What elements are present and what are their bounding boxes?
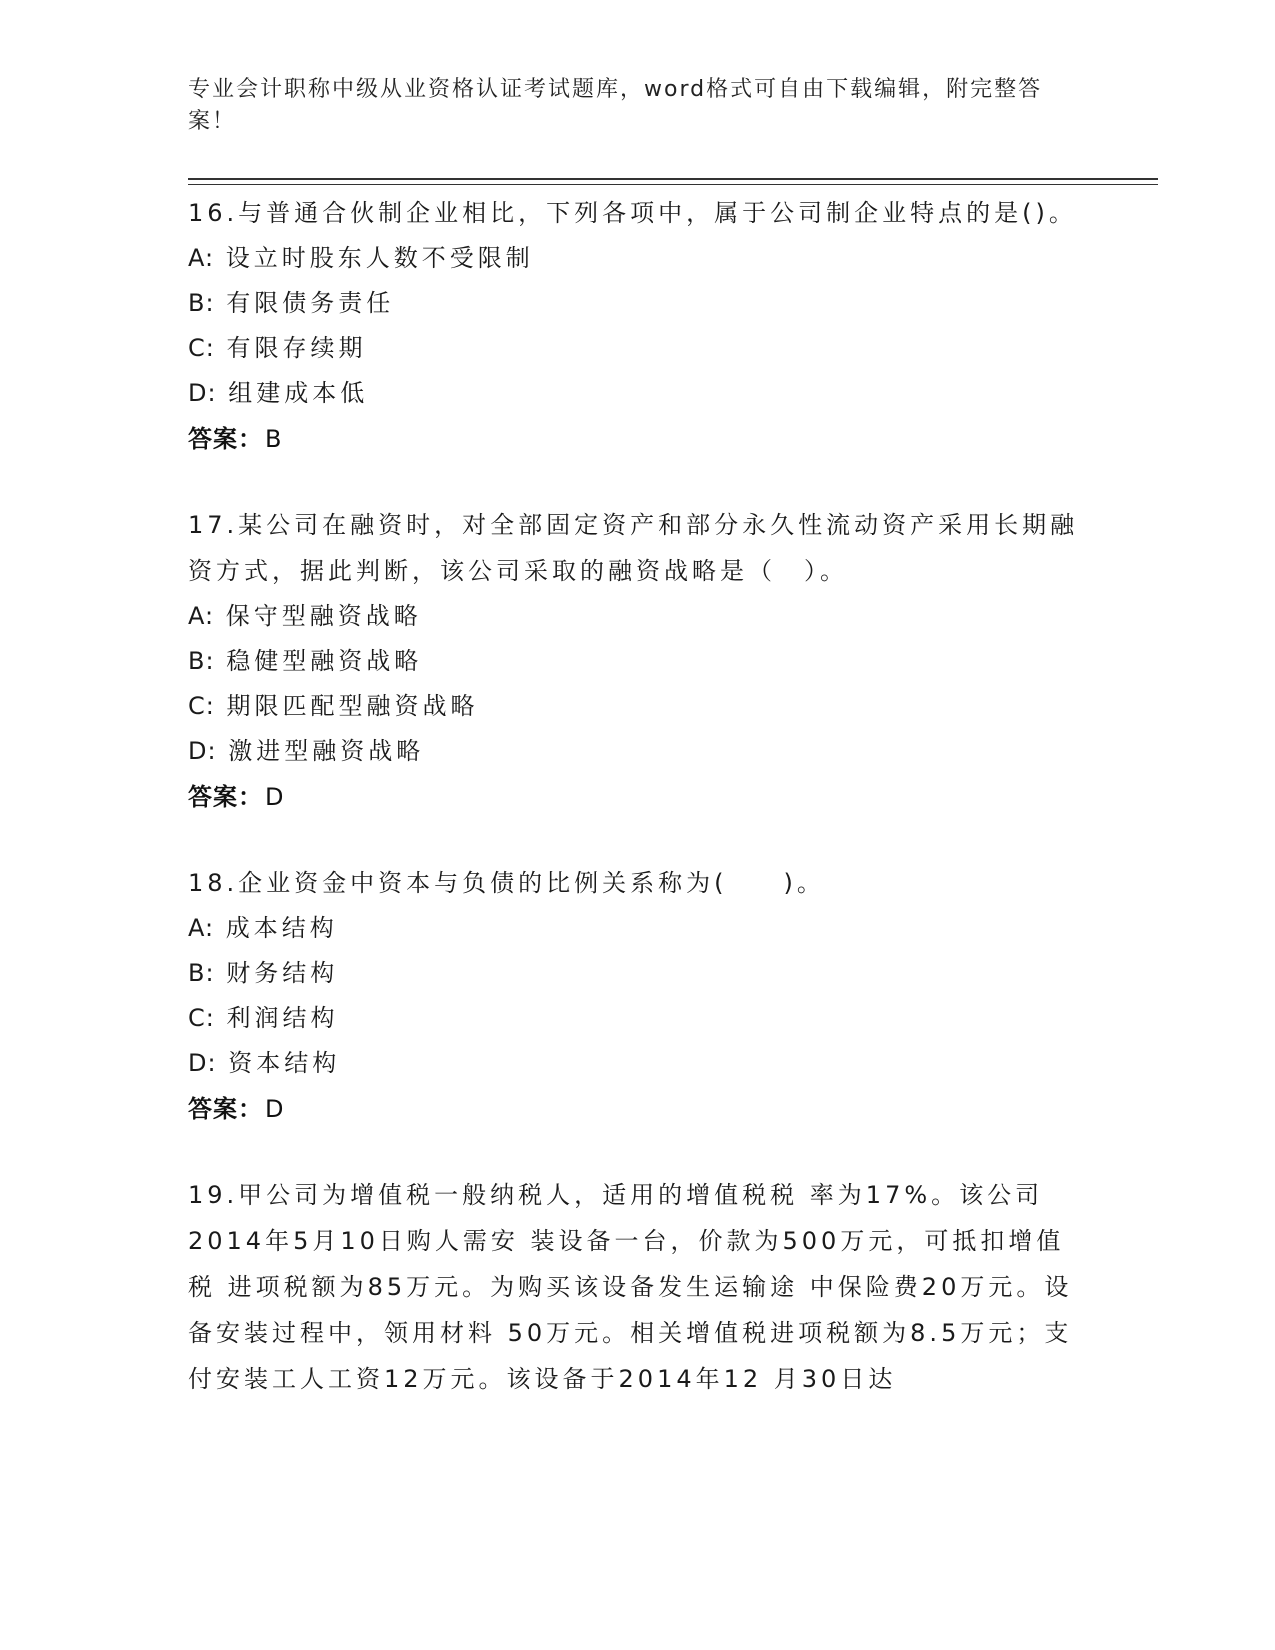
answer-value: D <box>265 1095 285 1123</box>
question-18 <box>188 860 1088 1132</box>
answer-value: D <box>265 783 285 811</box>
option-d <box>188 1041 1088 1086</box>
option-key: B: <box>188 647 215 675</box>
question-19 <box>188 1172 1088 1402</box>
option-key: C: <box>188 1004 215 1032</box>
question-16 <box>188 190 1088 462</box>
option-key: A: <box>188 914 215 942</box>
answer-value: B <box>265 425 283 453</box>
answer-line <box>188 774 1088 820</box>
option-text: 成本结构 <box>225 914 338 942</box>
option-key: C: <box>188 692 215 720</box>
question-17 <box>188 502 1088 820</box>
option-key: D: <box>188 1049 217 1077</box>
question-stem: 19.甲公司为增值税一般纳税人，适用的增值税税 率为17%。该公司2014年5月10日购人需安 装设备一台，价款为500万元，可抵扣增值税 进项税额为85万元。为购买该设备发生运输途 中保险费20万元。设备安装过程中，领用材料 50万元。相关增值税进项税额为8.5万元；支 付安装工人工资12万元。该设备于2014年12 月30日达 <box>188 1181 1073 1393</box>
option-text: 组建成本低 <box>228 379 369 407</box>
option-a <box>188 906 1088 951</box>
answer-line <box>188 416 1088 462</box>
header-divider-thin <box>188 184 1158 185</box>
option-text: 保守型融资战略 <box>225 602 422 630</box>
option-key: A: <box>188 602 215 630</box>
option-text: 资本结构 <box>228 1049 341 1077</box>
option-c <box>188 326 1088 371</box>
answer-label: 答案： <box>188 783 263 811</box>
option-key: B: <box>188 959 215 987</box>
option-key: A: <box>188 244 215 272</box>
option-key: B: <box>188 289 215 317</box>
option-text: 有限存续期 <box>226 334 367 362</box>
option-c <box>188 996 1088 1041</box>
option-text: 激进型融资战略 <box>228 737 425 765</box>
answer-line <box>188 1086 1088 1132</box>
option-d <box>188 371 1088 416</box>
header-divider <box>188 178 1158 180</box>
option-b <box>188 281 1088 326</box>
option-a <box>188 594 1088 639</box>
option-a <box>188 236 1088 281</box>
option-c <box>188 684 1088 729</box>
option-b <box>188 639 1088 684</box>
option-text: 期限匹配型融资战略 <box>226 692 479 720</box>
question-stem: 16.与普通合伙制企业相比，下列各项中，属于公司制企业特点的是()。 <box>188 199 1077 227</box>
option-key: C: <box>188 334 215 362</box>
answer-label: 答案： <box>188 1095 263 1123</box>
option-text: 财务结构 <box>226 959 339 987</box>
option-key: D: <box>188 737 217 765</box>
option-key: D: <box>188 379 217 407</box>
option-text: 稳健型融资战略 <box>226 647 423 675</box>
option-text: 利润结构 <box>226 1004 339 1032</box>
option-d <box>188 729 1088 774</box>
question-list <box>188 190 1088 1442</box>
question-stem: 17.某公司在融资时，对全部固定资产和部分永久性流动资产采用长期融资方式，据此判断，该公司采取的融资战略是（ ）。 <box>188 511 1079 585</box>
question-stem: 18.企业资金中资本与负债的比例关系称为( )。 <box>188 869 825 897</box>
answer-label: 答案： <box>188 425 263 453</box>
document-header: 专业会计职称中级从业资格认证考试题库，word格式可自由下载编辑，附完整答案！ <box>188 77 1043 134</box>
option-b <box>188 951 1088 996</box>
option-text: 设立时股东人数不受限制 <box>225 244 534 272</box>
option-text: 有限债务责任 <box>226 289 395 317</box>
